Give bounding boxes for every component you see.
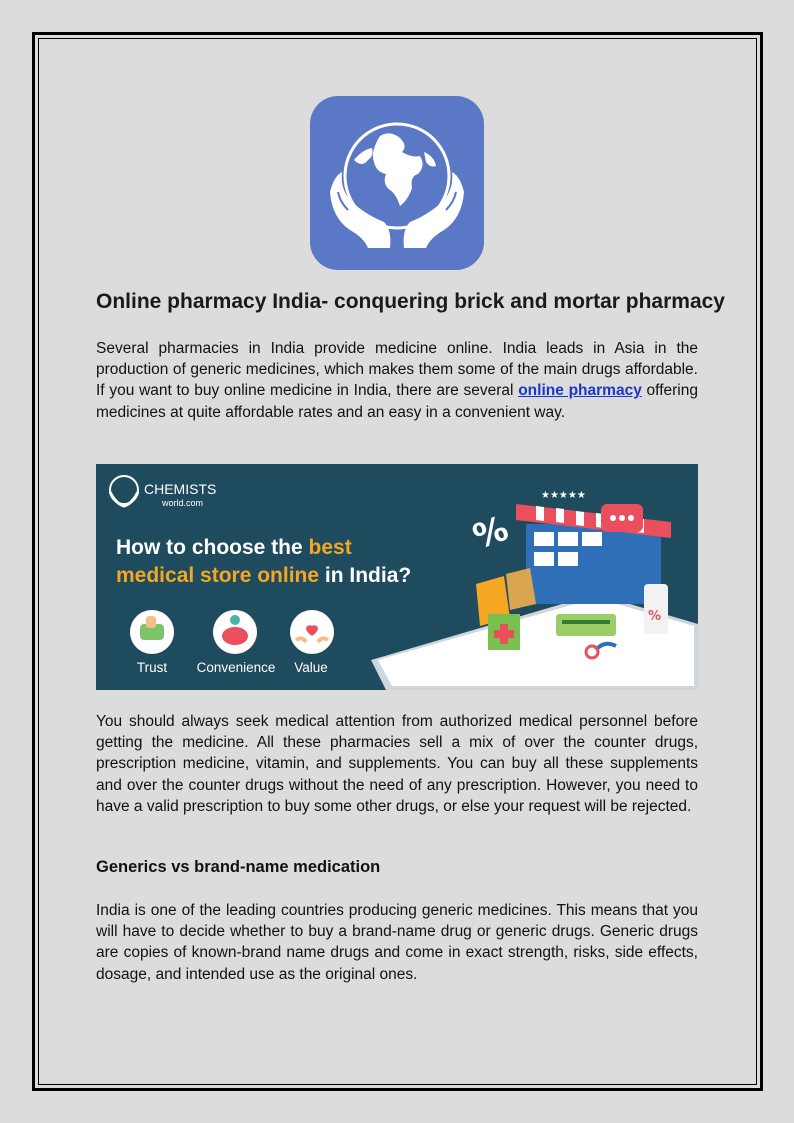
rating-stars: ★★★★★ xyxy=(541,490,586,501)
feature-label-trust: Trust xyxy=(136,660,168,675)
intro-text-before: Several pharmacies in India provide medicine online. India leads in Asia in the production of generic medicines, which makes them some of the main drugs affordable. If you want to buy online medicine in India, there are several xyxy=(96,340,698,400)
online-pharmacy-link[interactable]: online pharmacy xyxy=(518,382,642,400)
discount-percent-icon: % xyxy=(467,508,514,558)
feature-label-value: Value xyxy=(294,660,328,675)
medical-attention-paragraph: You should always seek medical attention from authorized medical personnel before getting the medicine. All these pharmacies sell a mix of over the counter drugs, prescription medicine, vitamin, and supplements. You can buy all these supplements and over the counter drugs without the need of any prescription. However, you need to have a valid prescription to buy some other drugs, or else your request will be rejected. xyxy=(96,713,698,815)
banner-headline-line2: medical store online in India? xyxy=(116,564,412,587)
feature-label-convenience: Convenience xyxy=(196,660,276,675)
banner-headline-line1: How to choose the best xyxy=(116,536,352,559)
intro-text-after: offering medicines at quite affordable rates and an easy in a convenient way. xyxy=(96,382,698,421)
generics-paragraph: India is one of the leading countries producing generic medicines. This means that you will have to decide whether to buy a brand-name drug or generic drugs. Generic drugs are copies of known-brand name drugs and come in exact strength, risks, side effects, dosage, and intended use as the original ones. xyxy=(96,902,698,983)
page-title: Online pharmacy India- conquering brick and mortar pharmacy xyxy=(96,290,725,313)
globe-hands-logo xyxy=(310,96,484,270)
chemists-world-banner xyxy=(96,464,698,690)
brand-domain: world.com xyxy=(162,498,204,508)
convenience-icon xyxy=(213,610,257,654)
intro-paragraph xyxy=(96,338,698,423)
brand-name: CHEMISTS xyxy=(144,481,217,497)
tag-percent-icon: % xyxy=(648,609,662,624)
value-icon xyxy=(290,610,334,654)
trust-icon xyxy=(130,610,174,654)
generics-heading: Generics vs brand-name medication xyxy=(96,858,381,876)
